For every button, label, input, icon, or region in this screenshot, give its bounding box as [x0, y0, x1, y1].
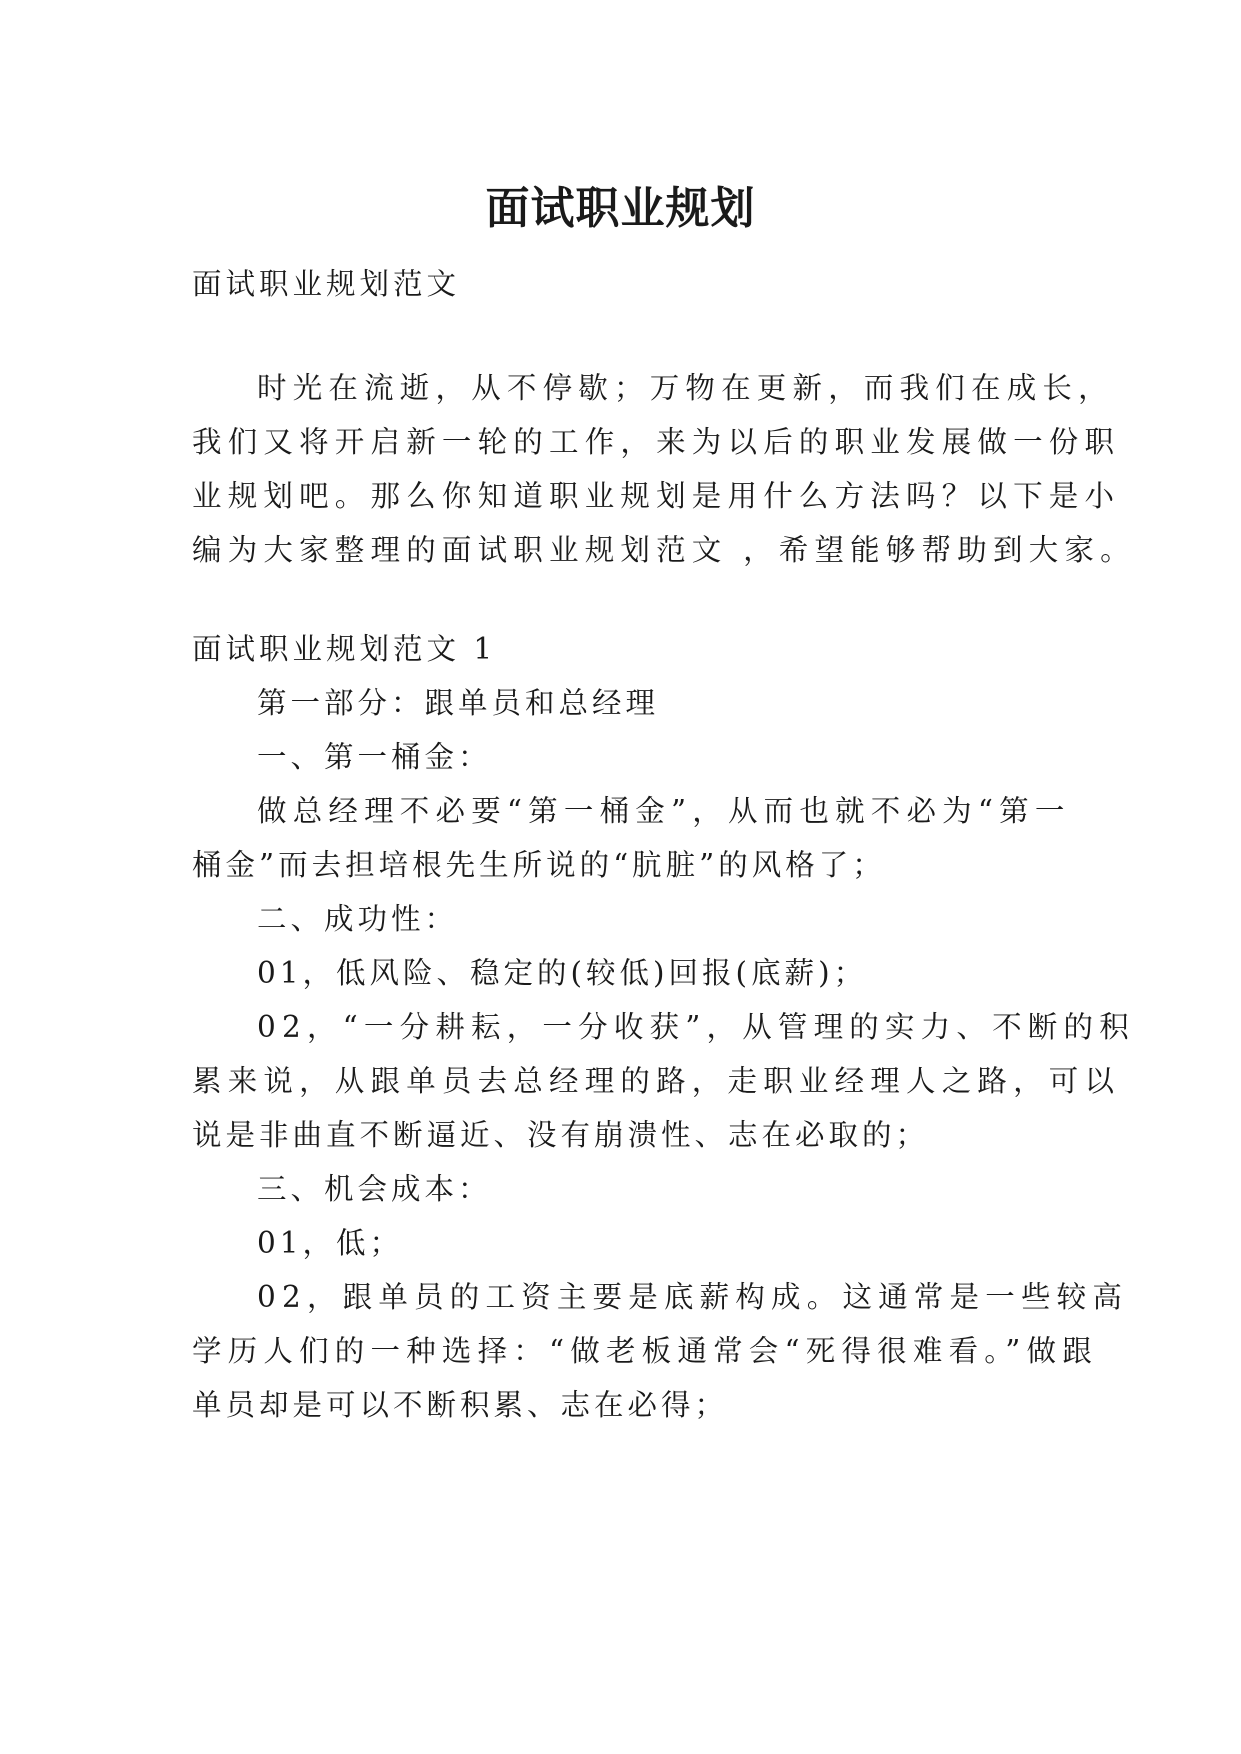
body-line-first-bucket-heading: 一、第一桶金：	[257, 740, 492, 774]
intro-line-4: 编为大家整理的面试职业规划范文 ，希望能够帮助到大家。	[192, 533, 1136, 567]
intro-line-2: 我们又将开启新一轮的工作，来为以后的职业发展做一份职	[192, 425, 1121, 459]
body-line-opportunity-cost-heading: 三、机会成本：	[257, 1172, 492, 1206]
document-title: 面试职业规划	[485, 183, 756, 235]
body-line-success-heading: 二、成功性：	[257, 902, 459, 936]
section-heading: 面试职业规划范文 1	[192, 632, 497, 666]
body-line-opportunity-cost-item-2-cont-1: 学历人们的一种选择：“做老板通常会“死得很难看。”做跟	[192, 1334, 1098, 1368]
body-line-success-item-1: 01，低风险、稳定的(较低)回报(底薪)；	[257, 956, 868, 990]
body-line-opportunity-cost-item-2-cont-2: 单员却是可以不断积累、志在必得；	[192, 1388, 729, 1422]
body-line-opportunity-cost-item-2: 02，跟单员的工资主要是底薪构成。这通常是一些较高	[257, 1280, 1129, 1314]
body-line-success-item-2: 02，“一分耕耘，一分收获”，从管理的实力、不断的积	[257, 1010, 1135, 1044]
intro-line-3: 业规划吧。那么你知道职业规划是用什么方法吗？以下是小	[192, 479, 1121, 513]
body-line-success-item-2-cont-1: 累来说，从跟单员去总经理的路，走职业经理人之路，可以	[192, 1064, 1121, 1098]
document-subtitle: 面试职业规划范文	[192, 267, 461, 301]
body-line-first-bucket-text-1: 做总经理不必要“第一桶金”，从而也就不必为“第一	[257, 794, 1071, 828]
body-line-part-one: 第一部分：跟单员和总经理	[257, 686, 660, 720]
intro-line-1: 时光在流逝，从不停歇；万物在更新，而我们在成长，	[257, 371, 1114, 405]
body-line-success-item-2-cont-2: 说是非曲直不断逼近、没有崩溃性、志在必取的；	[192, 1118, 930, 1152]
body-line-first-bucket-text-2: 桶金”而去担培根先生所说的“肮脏”的风格了；	[192, 848, 886, 882]
body-line-opportunity-cost-item-1: 01，低；	[257, 1226, 404, 1260]
